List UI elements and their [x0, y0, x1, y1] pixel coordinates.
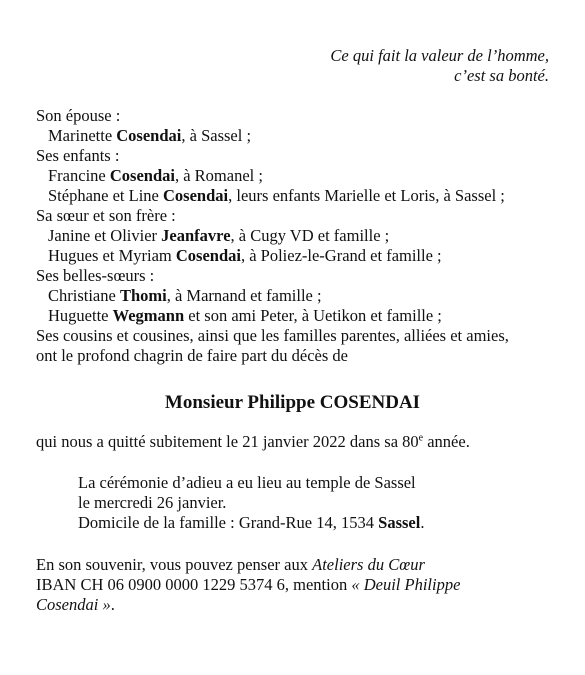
donation-line: [36, 555, 460, 575]
epigraph-line: c’est sa bonté.: [454, 66, 549, 85]
surname: Thomi: [119, 286, 167, 305]
surname: Cosendai: [109, 166, 175, 185]
family-address: [78, 513, 424, 533]
surname: Cosendai: [163, 186, 229, 205]
spouse-heading: Son épouse :: [36, 106, 121, 125]
deceased-name: Monsieur Philippe COSENDAI: [164, 392, 421, 413]
ordinal-suffix: e: [418, 432, 424, 444]
surname: Cosendai: [116, 126, 182, 145]
passing-text: qui nous a quitté subitement le 21 janvier 2022 dans sa 80: [36, 432, 419, 451]
address-text: Domicile de la famille : Grand-Rue 14, 1534: [78, 513, 379, 532]
surname: Jeanfavre: [161, 226, 231, 245]
children-heading: Ses enfants :: [36, 146, 120, 165]
entry-details: , à Poliez-le-Grand et famille ;: [240, 246, 442, 265]
surname: Wegmann: [112, 306, 185, 325]
first-names: Christiane: [48, 286, 120, 305]
entry-details: et son ami Peter, à Uetikon et famille ;: [184, 306, 442, 325]
memorial-donation: [36, 555, 460, 615]
epigraph-line: Ce qui fait la valeur de l’homme,: [330, 46, 549, 65]
child-entry: [36, 166, 556, 186]
passing-statement: [36, 432, 470, 452]
ceremony-line: La cérémonie d’adieu a eu lieu au temple de Sassel: [78, 473, 416, 492]
epigraph: [330, 46, 549, 86]
sibling-entry: [36, 246, 556, 266]
first-names: Janine et Olivier: [48, 226, 162, 245]
address-suffix: .: [420, 513, 425, 532]
entry-details: , leurs enfants Marielle et Loris, à Sassel ;: [228, 186, 505, 205]
mention-text: « Deuil Philippe: [351, 575, 461, 594]
entry-details: , à Cugy VD et famille ;: [230, 226, 390, 245]
iban-line: [36, 575, 460, 595]
closing-line: Ses cousins et cousines, ainsi que les familles parentes, alliées et amies,: [36, 326, 509, 345]
mention-line: [36, 595, 460, 615]
family-list: [36, 106, 556, 366]
entry-details: , à Marnand et famille ;: [166, 286, 322, 305]
spouse-entry: [36, 126, 556, 146]
ceremony-line: le mercredi 26 janvier.: [78, 493, 227, 512]
surname: Cosendai: [175, 246, 241, 265]
passing-suffix: année.: [423, 432, 470, 451]
closing-line: ont le profond chagrin de faire part du décès de: [36, 346, 348, 365]
entry-details: , à Romanel ;: [174, 166, 263, 185]
sibling-entry: [36, 226, 556, 246]
iban-text: IBAN CH 06 0900 0000 1229 5374 6, mention: [36, 575, 352, 594]
address-town: Sassel: [378, 513, 421, 532]
first-names: Huguette: [48, 306, 113, 325]
mention-text: Cosendai »: [36, 595, 111, 614]
child-entry: [36, 186, 556, 206]
inlaw-entry: [36, 286, 556, 306]
entry-details: , à Sassel ;: [181, 126, 252, 145]
mention-suffix: .: [110, 595, 115, 614]
inlaws-heading: Ses belles-sœurs :: [36, 266, 155, 285]
inlaw-entry: [36, 306, 556, 326]
siblings-heading: Sa sœur et son frère :: [36, 206, 176, 225]
first-names: Francine: [48, 166, 110, 185]
first-names: Hugues et Myriam: [48, 246, 176, 265]
charity-name: Ateliers du Cœur: [312, 555, 425, 574]
first-names: Marinette: [48, 126, 117, 145]
donation-text: En son souvenir, vous pouvez penser aux: [36, 555, 313, 574]
first-names: Stéphane et Line: [48, 186, 164, 205]
ceremony-info: [78, 473, 424, 533]
